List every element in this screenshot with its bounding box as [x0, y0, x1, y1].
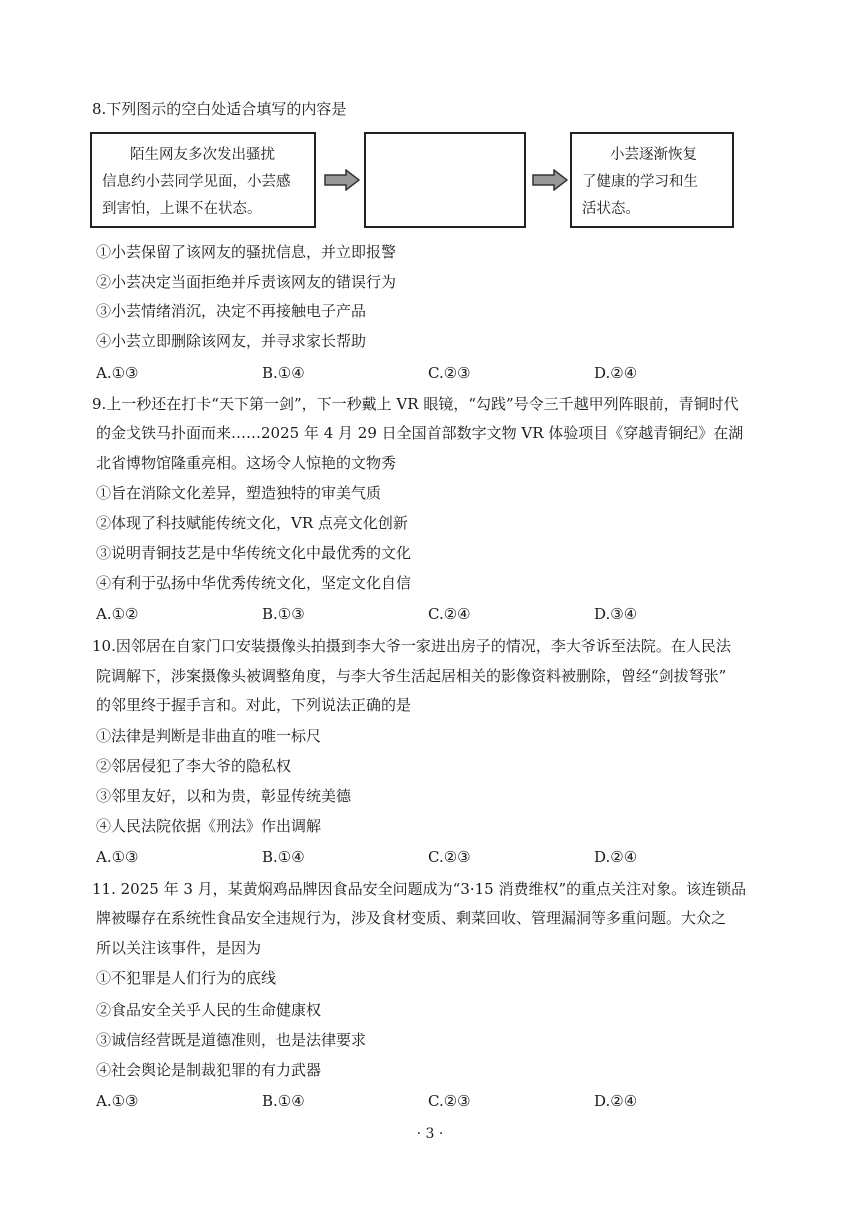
- q10-stem-line1: 10.因邻居在自家门口安装摄像头拍摄到李大爷一家进出房子的情况，李大爷诉至法院。在人民法: [92, 637, 731, 655]
- q8-option: ④小芸立即删除该网友，并寻求家长帮助: [96, 332, 367, 350]
- right-arrow-icon: [324, 169, 360, 191]
- q8-answer-d: D.②④: [594, 364, 638, 382]
- q8-option: ①小芸保留了该网友的骚扰信息，并立即报警: [96, 243, 397, 261]
- q9-answer-d: D.③④: [594, 605, 638, 623]
- q10-answer-a: A.①③: [96, 848, 139, 866]
- q8-answer-b: B.①④: [262, 364, 305, 382]
- q9-stem-line1: 9.上一秒还在打卡“天下第一剑”，下一秒戴上 VR 眼镜，“勾践”号令三千越甲列阵眼前，青铜时代: [92, 395, 739, 413]
- q9-option: ②体现了科技赋能传统文化，VR 点亮文化创新: [96, 514, 408, 532]
- q11-stem-line3: 所以关注该事件，是因为: [96, 939, 262, 957]
- q11-stem-line2: 牌被曝存在系统性食品安全违规行为，涉及食材变质、剩菜回收、管理漏洞等多重问题。大众之: [96, 909, 727, 927]
- q8-box-cause: [90, 132, 316, 228]
- q9-answer-c: C.②④: [428, 605, 471, 623]
- q9-option: ①旨在消除文化差异，塑造独特的审美气质: [96, 484, 382, 502]
- q11-option: ④社会舆论是制裁犯罪的有力武器: [96, 1061, 322, 1079]
- q8-option: ③小芸情绪消沉，决定不再接触电子产品: [96, 302, 367, 320]
- q10-answer-c: C.②③: [428, 848, 471, 866]
- q11-option: ②食品安全关乎人民的生命健康权: [96, 1001, 322, 1019]
- q11-option: ③诚信经营既是道德准则，也是法律要求: [96, 1031, 367, 1049]
- q8-stem: 8.下列图示的空白处适合填写的内容是: [92, 100, 347, 118]
- q11-answer-c: C.②③: [428, 1092, 471, 1110]
- q11-option: ①不犯罪是人们行为的底线: [96, 969, 277, 987]
- q8-box1-line2: 信息约小芸同学见面，小芸感: [102, 174, 291, 190]
- right-arrow-icon: [532, 169, 568, 191]
- q10-answer-d: D.②④: [594, 848, 638, 866]
- q10-option: ②邻居侵犯了李大爷的隐私权: [96, 757, 292, 775]
- q11-answer-a: A.①③: [96, 1092, 139, 1110]
- q8-answer-a: A.①③: [96, 364, 139, 382]
- q8-option: ②小芸决定当面拒绝并斥责该网友的错误行为: [96, 273, 397, 291]
- q10-option: ④人民法院依据《刑法》作出调解: [96, 817, 322, 835]
- q9-option: ③说明青铜技艺是中华传统文化中最优秀的文化: [96, 544, 412, 562]
- q8-box1-line3: 到害怕，上课不在状态。: [102, 201, 262, 217]
- q8-box3-line3: 活状态。: [582, 201, 640, 217]
- q9-stem-line3: 北省博物馆隆重亮相。这场令人惊艳的文物秀: [96, 454, 397, 472]
- q9-answer-b: B.①③: [262, 605, 305, 623]
- q8-box1-line1: 陌生网友多次发出骚扰: [130, 147, 275, 163]
- q10-answer-b: B.①④: [262, 848, 305, 866]
- q11-answer-d: D.②④: [594, 1092, 638, 1110]
- q10-option: ①法律是判断是非曲直的唯一标尺: [96, 727, 322, 745]
- q9-stem-line2: 的金戈铁马扑面而来……2025 年 4 月 29 日全国首部数字文物 VR 体验项目《穿越青铜纪》在湖: [96, 424, 744, 442]
- q8-box3-line2: 了健康的学习和生: [582, 174, 698, 190]
- q10-stem-line3: 的邻里终于握手言和。对此，下列说法正确的是: [96, 696, 412, 714]
- q8-answer-c: C.②③: [428, 364, 471, 382]
- q9-option: ④有利于弘扬中华优秀传统文化，坚定文化自信: [96, 574, 412, 592]
- q11-stem-line1: 11. 2025 年 3 月，某黄焖鸡品牌因食品安全问题成为“3·15 消费维权”的重点关注对象。该连锁品: [92, 880, 747, 898]
- q11-answer-b: B.①④: [262, 1092, 305, 1110]
- page-number: · 3 ·: [416, 1126, 444, 1142]
- q8-box3-line1: 小芸逐渐恢复: [610, 147, 697, 163]
- q10-option: ③邻里友好，以和为贵，彰显传统美德: [96, 787, 352, 805]
- q9-answer-a: A.①②: [96, 605, 139, 623]
- q8-box-blank: [364, 132, 526, 228]
- q8-box-result: [570, 132, 734, 228]
- q10-stem-line2: 院调解下，涉案摄像头被调整角度，与李大爷生活起居相关的影像资料被删除，曾经“剑拔弩张”: [96, 667, 727, 685]
